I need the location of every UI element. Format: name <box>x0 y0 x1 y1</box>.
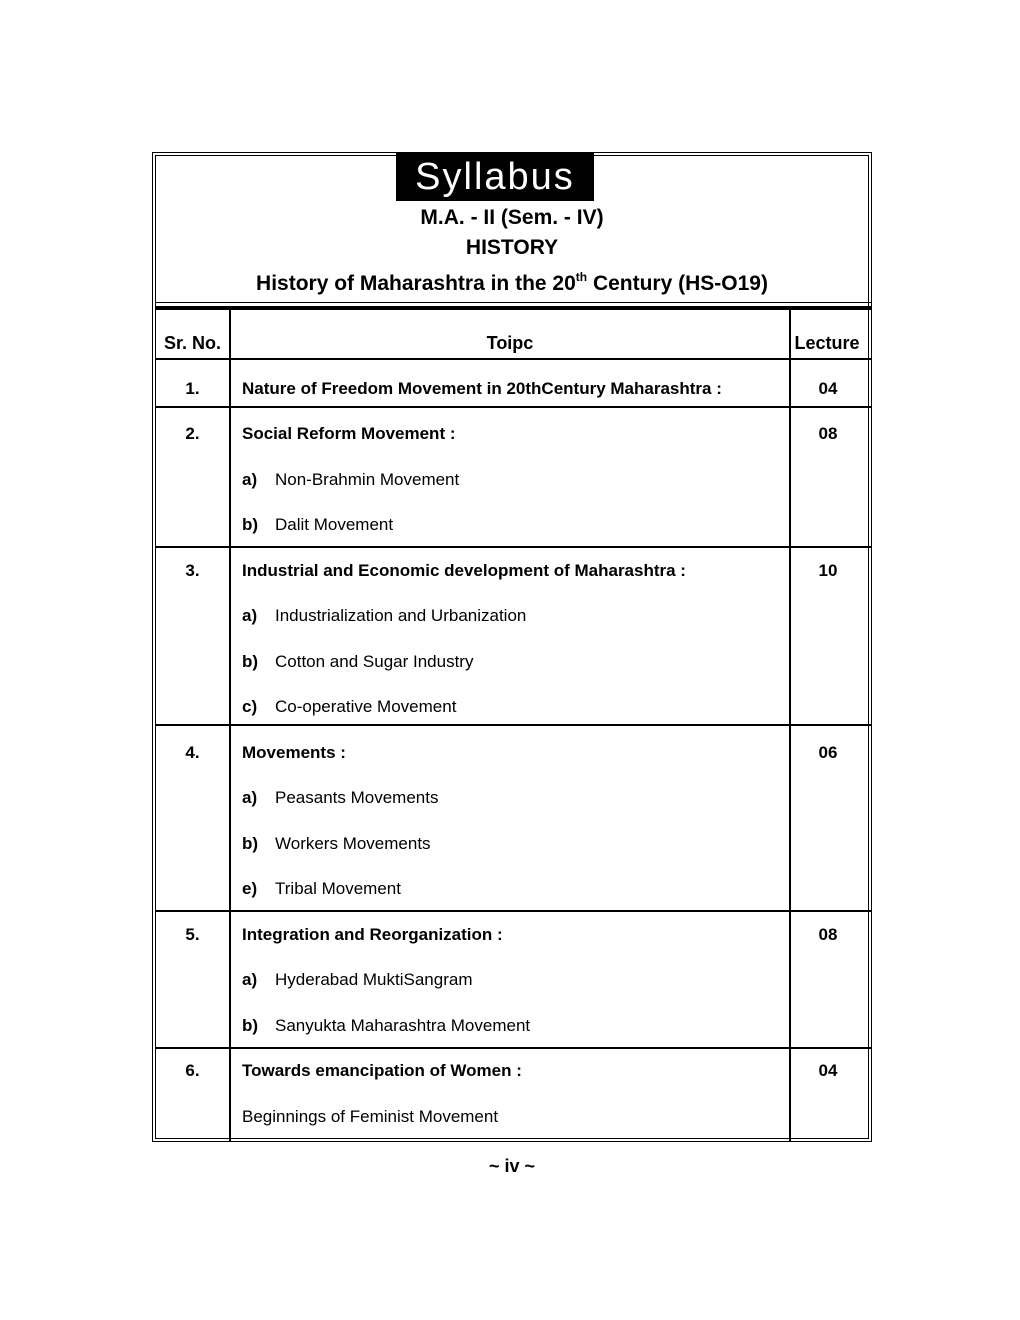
row-2-subtopic-b: b) Dalit Movement <box>242 515 394 534</box>
row-2-lecture: 08 <box>818 424 838 443</box>
row-divider <box>155 546 871 548</box>
program-title: M.A. - II (Sem. - IV) <box>420 206 604 229</box>
row-4-subtopic-a: a) Peasants Movements <box>242 788 439 807</box>
row-3-subtopic-b: b) Cotton and Sugar Industry <box>242 652 474 671</box>
row-5-topic: Integration and Reorganization : <box>242 925 503 944</box>
page-number: ~ iv ~ <box>488 1156 536 1176</box>
row-4-topic: Movements : <box>242 743 346 762</box>
row-6-sr: 6. <box>185 1061 200 1080</box>
row-5-subtopic-a: a) Hyderabad MuktiSangram <box>242 970 473 989</box>
row-2-topic: Social Reform Movement : <box>242 424 456 443</box>
row-divider <box>155 358 871 360</box>
row-6-topic: Towards emancipation of Women : <box>242 1061 522 1080</box>
row-1-sr: 1. <box>185 379 200 398</box>
row-divider <box>155 1047 871 1049</box>
row-3-lecture: 10 <box>818 561 838 580</box>
row-2-subtopic-a: a) Non-Brahmin Movement <box>242 470 460 489</box>
row-divider <box>155 724 871 726</box>
row-3-topic: Industrial and Economic development of Maharashtra : <box>242 561 686 580</box>
syllabus-badge: Syllabus <box>396 153 594 201</box>
row-6-subtopic: Beginnings of Feminist Movement <box>242 1107 499 1126</box>
syllabus-frame <box>152 152 872 1142</box>
row-3-sr: 3. <box>185 561 200 580</box>
row-divider <box>155 406 871 408</box>
course-title: History of Maharashtra in the 20th Century (HS-O19) <box>256 270 768 295</box>
row-1-lecture: 04 <box>818 379 838 398</box>
col-divider-lecture <box>789 310 791 1142</box>
row-6-lecture: 04 <box>818 1061 838 1080</box>
col-header-lecture: Lecture <box>794 333 860 353</box>
row-5-lecture: 08 <box>818 925 838 944</box>
header-rule-thick <box>155 306 871 310</box>
header-rule-thin <box>155 302 871 303</box>
col-header-sr: Sr. No. <box>163 333 221 353</box>
row-divider <box>155 910 871 912</box>
row-4-sr: 4. <box>185 743 200 762</box>
row-4-lecture: 06 <box>818 743 838 762</box>
row-3-subtopic-c: c) Co-operative Movement <box>242 697 457 716</box>
subject-title: HISTORY <box>465 236 559 259</box>
row-5-sr: 5. <box>185 925 200 944</box>
row-2-sr: 2. <box>185 424 200 443</box>
row-3-subtopic-a: a) Industrialization and Urbanization <box>242 606 527 625</box>
col-header-topic: Toipc <box>486 333 534 353</box>
row-1-topic: Nature of Freedom Movement in 20thCentury Maharashtra : <box>242 379 722 398</box>
row-4-subtopic-e: e) Tribal Movement <box>242 879 401 898</box>
row-5-subtopic-b: b) Sanyukta Maharashtra Movement <box>242 1016 531 1035</box>
row-4-subtopic-b: b) Workers Movements <box>242 834 431 853</box>
